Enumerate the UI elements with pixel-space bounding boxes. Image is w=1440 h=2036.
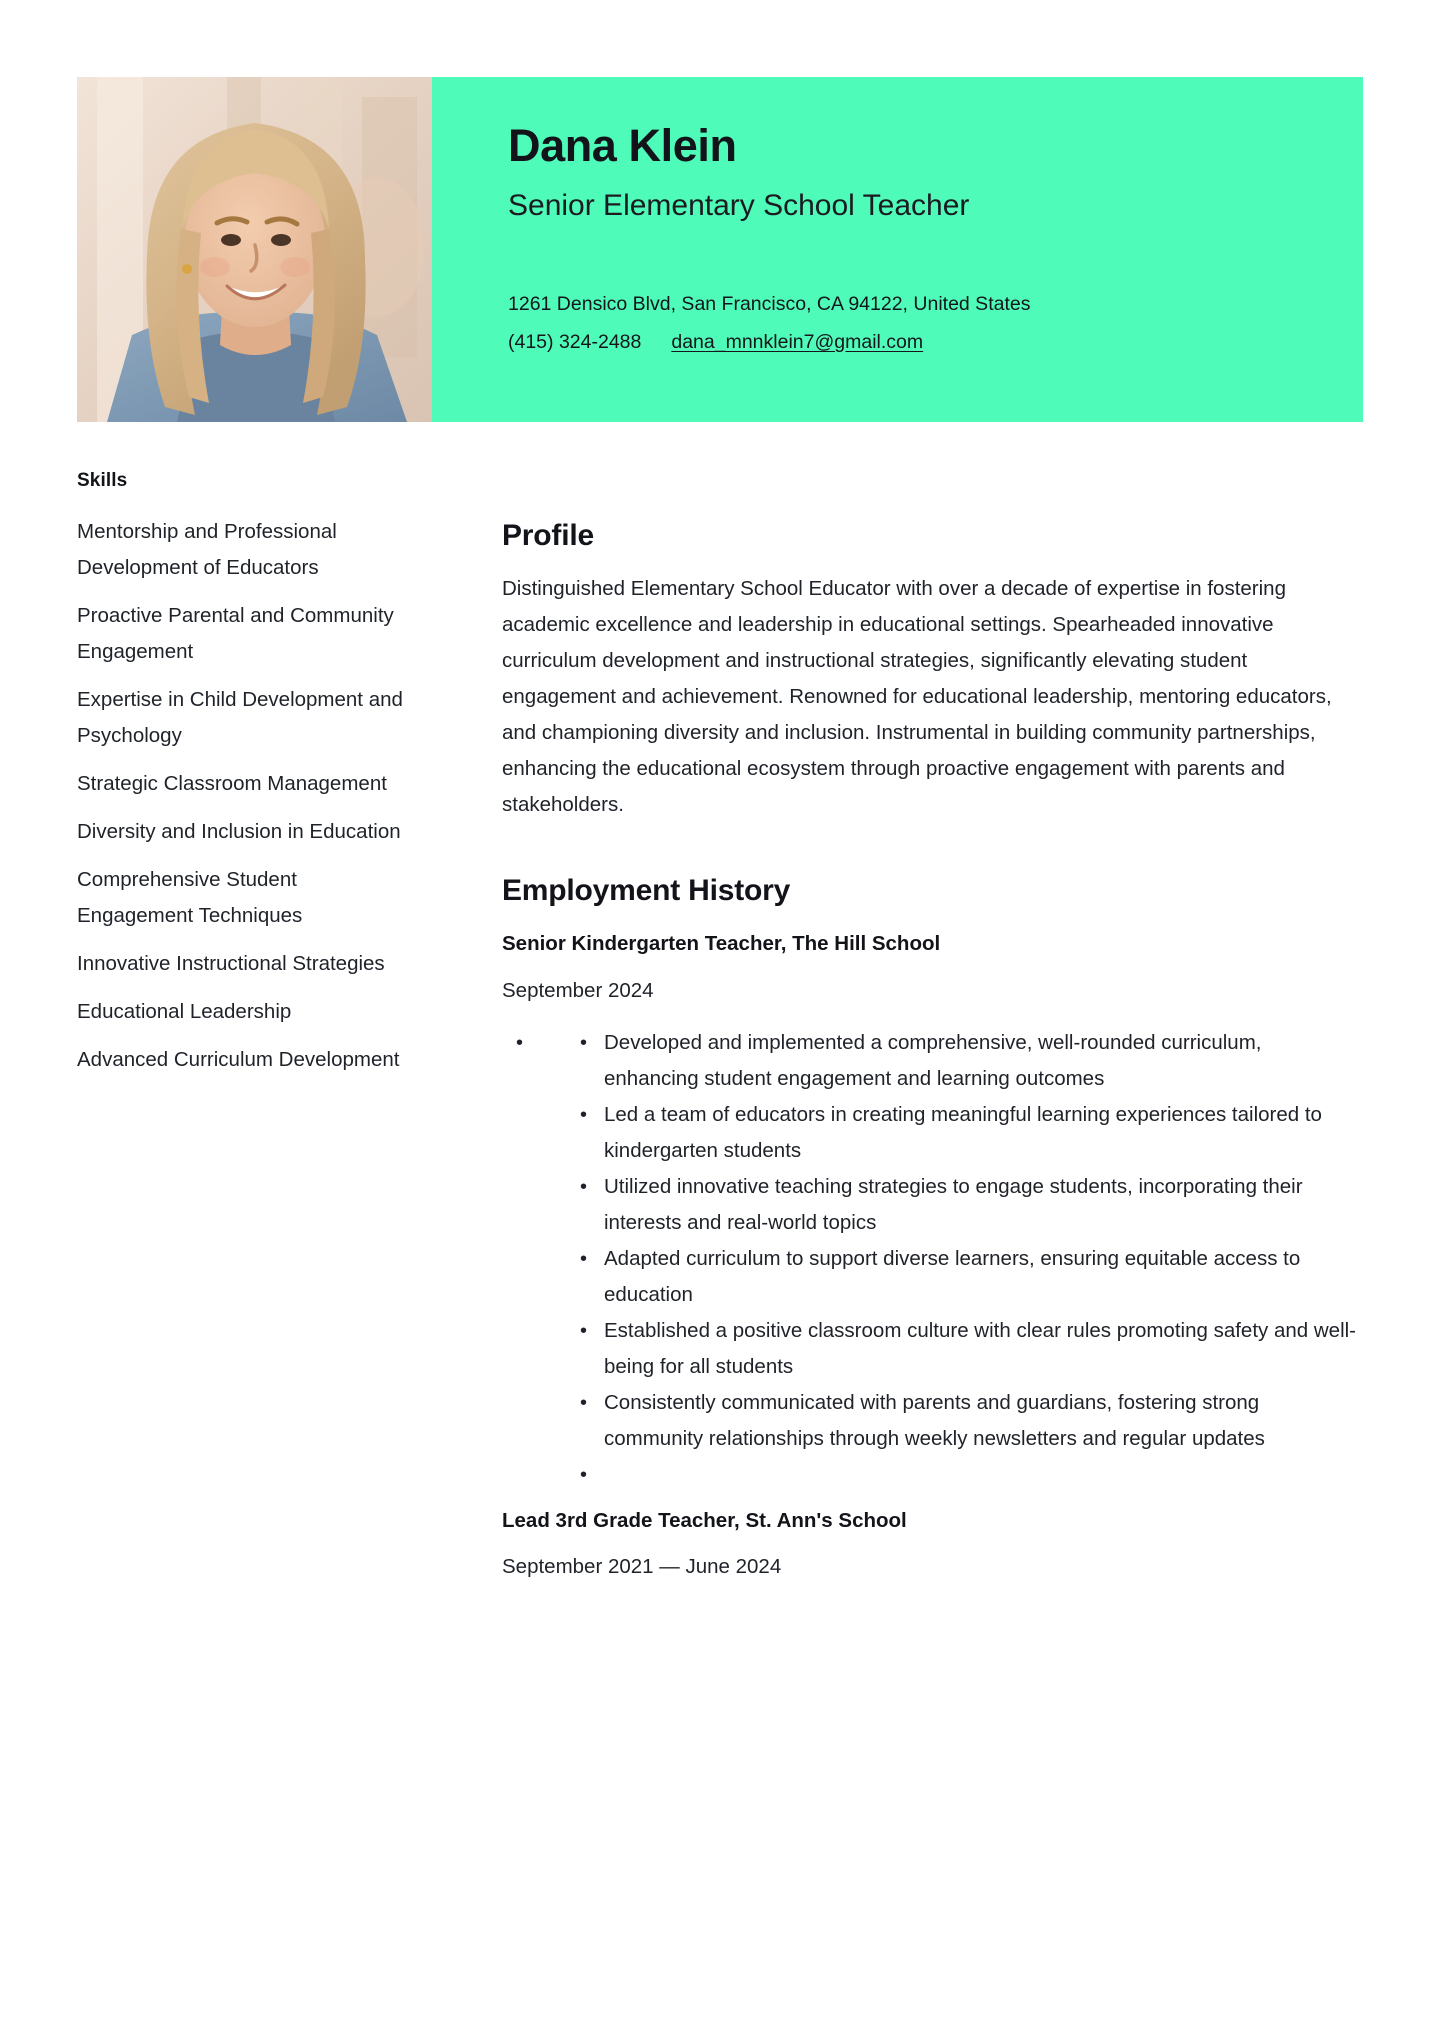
job-bullet-outer-list [502,1025,1357,1493]
portrait-illustration [77,77,432,422]
job-bullet-list [548,1025,1357,1493]
employment-history-heading: Employment History [502,874,791,907]
job-title: Senior Elementary School Teacher [508,189,970,222]
profile-heading: Profile [502,519,594,552]
job-role: Lead 3rd Grade Teacher, St. Ann's School [502,1508,907,1532]
job-bullet: • Led a team of educators in creating meaningful learning experiences tailored to kindergarten students [604,1097,1357,1169]
header-accent-band [432,77,1363,422]
address-line: 1261 Densico Blvd, San Francisco, CA 94122, United States [508,293,1031,315]
contact-block [508,285,1030,361]
skill-item: Diversity and Inclusion in Education [77,820,401,843]
job-role: Senior Kindergarten Teacher, The Hill School [502,932,941,955]
job-bullet: • Utilized innovative teaching strategies to engage students, incorporating their interests and real-world topics [604,1169,1357,1241]
job-dates: September 2021 — June 2024 [502,1555,782,1579]
phone-number: (415) 324-2488 [508,331,642,353]
page-title: Dana Klein [508,120,737,171]
job-bullet-empty [604,1457,1357,1493]
job-entry [502,1507,1357,1586]
job-bullet: • Adapted curriculum to support diverse learners, ensuring equitable access to education [604,1241,1357,1313]
skill-item: Innovative Instructional Strategies [77,952,385,975]
skill-item: Comprehensive Student Engagement Techniques [77,868,303,927]
job-dates: September 2024 [502,978,654,1002]
skill-item: Expertise in Child Development and Psychology [77,688,403,747]
job-bullet-outer-item [548,1025,1357,1493]
job-bullet: • • Developed and implemented a comprehensive, well-rounded curriculum, enhancing student engagement and learning outcomes [604,1025,1357,1097]
portrait-photo [77,77,432,422]
job-bullet: • Consistently communicated with parents and guardians, fostering strong community relationships through weekly newsletters and regular updates [604,1385,1357,1457]
skill-item: Advanced Curriculum Development [77,1048,400,1071]
email-link[interactable]: dana_mnnklein7@gmail.com [671,331,924,353]
skill-item: Strategic Classroom Management [77,772,387,795]
job-entry [502,930,1357,1493]
skill-item: Proactive Parental and Community Engagement [77,604,394,663]
skills-sidebar [77,470,407,1090]
job-bullet: • Established a positive classroom culture with clear rules promoting safety and well-being for all students [604,1313,1357,1385]
skill-item: Mentorship and Professional Development of Educators [77,520,337,579]
profile-text: Distinguished Elementary School Educator with over a decade of expertise in fostering academic excellence and leadership in educational settings. Spearheaded innovative curriculum development and instructional strategies, significantly elevating student engagement and achievement. Renowned for educational leadership, mentoring educators, and championing diversity and inclusion. Instrumental in building community partnerships, enhancing the educational ecosystem through proactive engagement with parents and stakeholders. [502,577,1332,816]
skill-item: Educational Leadership [77,1000,292,1023]
resume-header [77,77,1363,422]
phone-email-line [508,323,1030,361]
skills-heading: Skills [77,470,128,491]
main-content [502,470,1357,1585]
